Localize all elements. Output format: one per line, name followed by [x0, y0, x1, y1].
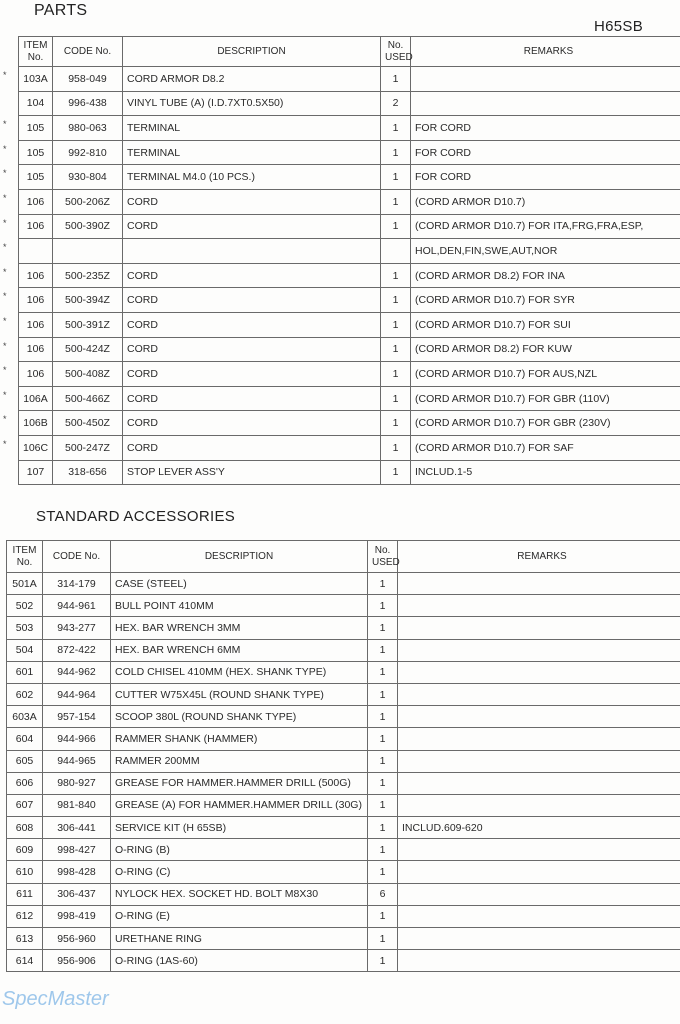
cell-remarks: (CORD ARMOR D10.7) FOR GBR (110V)	[411, 386, 680, 411]
revision-star: *	[3, 291, 7, 302]
cell-item: 603A	[7, 706, 43, 728]
cell-used: 1	[368, 794, 398, 816]
table-row	[19, 411, 680, 436]
cell-remarks	[398, 750, 680, 772]
cell-used: 6	[368, 883, 398, 905]
cell-desc	[123, 239, 381, 264]
header-row	[7, 541, 680, 573]
revision-star: *	[3, 70, 7, 80]
header-item: ITEM No.	[7, 541, 43, 573]
cell-desc: CORD	[123, 337, 381, 362]
cell-item: 504	[7, 639, 43, 661]
cell-code: 998-419	[43, 905, 111, 927]
cell-used: 1	[368, 950, 398, 972]
cell-desc: SERVICE KIT (H 65SB)	[111, 817, 368, 839]
cell-remarks: (CORD ARMOR D8.2) FOR KUW	[411, 337, 680, 362]
cell-remarks	[411, 67, 680, 92]
cell-used: 2	[381, 91, 411, 116]
cell-code: 958-049	[53, 67, 123, 92]
cell-used: 1	[381, 288, 411, 313]
cell-used: 1	[381, 411, 411, 436]
table-row	[19, 189, 680, 214]
cell-desc: CORD	[123, 312, 381, 337]
revision-star: *	[3, 217, 7, 228]
revision-star: *	[3, 414, 7, 425]
cell-used: 1	[368, 928, 398, 950]
watermark-logo: SpecMaster	[2, 988, 109, 1010]
cell-remarks	[398, 772, 680, 794]
cell-used: 1	[368, 683, 398, 705]
cell-code: 930-804	[53, 165, 123, 190]
table-row	[19, 435, 680, 460]
header-description: DESCRIPTION	[123, 37, 381, 67]
cell-used	[381, 239, 411, 264]
cell-code: 996-438	[53, 91, 123, 116]
header-used: No. USED	[368, 541, 398, 573]
cell-item: 501A	[7, 573, 43, 595]
table-row	[19, 116, 680, 141]
cell-code: 500-206Z	[53, 189, 123, 214]
cell-code: 992-810	[53, 140, 123, 165]
cell-item: 107	[19, 460, 53, 485]
cell-remarks	[398, 861, 680, 883]
cell-code: 872-422	[43, 639, 111, 661]
cell-item: 613	[7, 928, 43, 950]
cell-code: 500-235Z	[53, 263, 123, 288]
table-row	[19, 460, 680, 485]
cell-remarks	[398, 683, 680, 705]
cell-remarks	[398, 573, 680, 595]
header-code: CODE No.	[53, 37, 123, 67]
table-row	[19, 214, 680, 239]
cell-used: 1	[368, 905, 398, 927]
cell-item: 106	[19, 263, 53, 288]
cell-used: 1	[381, 362, 411, 387]
cell-code	[53, 239, 123, 264]
cell-desc: CORD	[123, 435, 381, 460]
table-row	[7, 617, 680, 639]
cell-code: 306-437	[43, 883, 111, 905]
cell-desc: CORD	[123, 362, 381, 387]
cell-item: 106	[19, 288, 53, 313]
cell-desc: TERMINAL	[123, 140, 381, 165]
revision-star: *	[3, 316, 7, 326]
cell-used: 1	[381, 67, 411, 92]
cell-remarks: (CORD ARMOR D10.7)	[411, 189, 680, 214]
cell-desc: CORD	[123, 214, 381, 239]
accessories-table	[6, 540, 680, 972]
cell-desc: O-RING (1AS-60)	[111, 950, 368, 972]
revision-star: *	[3, 193, 7, 203]
cell-desc: TERMINAL M4.0 (10 PCS.)	[123, 165, 381, 190]
cell-used: 1	[368, 839, 398, 861]
cell-used: 1	[381, 263, 411, 288]
cell-desc: BULL POINT 410MM	[111, 595, 368, 617]
table-row	[19, 165, 680, 190]
cell-code: 944-965	[43, 750, 111, 772]
cell-remarks: INCLUD.609-620	[398, 817, 680, 839]
cell-item: 607	[7, 794, 43, 816]
cell-remarks: HOL,DEN,FIN,SWE,AUT,NOR	[411, 239, 680, 264]
table-row	[7, 683, 680, 705]
cell-code: 981-840	[43, 794, 111, 816]
cell-item: 610	[7, 861, 43, 883]
cell-item	[19, 239, 53, 264]
cell-code: 500-424Z	[53, 337, 123, 362]
header-code: CODE No.	[43, 541, 111, 573]
revision-star: *	[3, 242, 7, 253]
cell-desc: NYLOCK HEX. SOCKET HD. BOLT M8X30	[111, 883, 368, 905]
cell-desc: RAMMER 200MM	[111, 750, 368, 772]
cell-remarks	[398, 839, 680, 861]
cell-used: 1	[368, 617, 398, 639]
cell-item: 604	[7, 728, 43, 750]
cell-code: 500-247Z	[53, 435, 123, 460]
cell-code: 944-964	[43, 683, 111, 705]
cell-remarks	[398, 595, 680, 617]
revision-star: *	[3, 389, 7, 400]
cell-remarks: (CORD ARMOR D8.2) FOR INA	[411, 263, 680, 288]
table-row	[19, 239, 680, 264]
cell-code: 306-441	[43, 817, 111, 839]
cell-used: 1	[381, 435, 411, 460]
cell-desc: HEX. BAR WRENCH 6MM	[111, 639, 368, 661]
cell-code: 998-427	[43, 839, 111, 861]
table-row	[7, 595, 680, 617]
cell-item: 106	[19, 189, 53, 214]
cell-desc: CORD	[123, 189, 381, 214]
cell-code: 500-391Z	[53, 312, 123, 337]
cell-item: 104	[19, 91, 53, 116]
cell-code: 944-962	[43, 661, 111, 683]
table-row	[7, 861, 680, 883]
cell-desc: CASE (STEEL)	[111, 573, 368, 595]
cell-used: 1	[381, 165, 411, 190]
cell-used: 1	[381, 386, 411, 411]
cell-remarks	[398, 661, 680, 683]
cell-remarks: (CORD ARMOR D10.7) FOR SUI	[411, 312, 680, 337]
cell-item: 105	[19, 140, 53, 165]
cell-used: 1	[368, 728, 398, 750]
table-row	[7, 839, 680, 861]
cell-desc: O-RING (B)	[111, 839, 368, 861]
cell-item: 105	[19, 165, 53, 190]
cell-item: 611	[7, 883, 43, 905]
cell-remarks: INCLUD.1-5	[411, 460, 680, 485]
revision-star: *	[3, 168, 7, 179]
cell-desc: HEX. BAR WRENCH 3MM	[111, 617, 368, 639]
cell-remarks: (CORD ARMOR D10.7) FOR AUS,NZL	[411, 362, 680, 387]
cell-item: 612	[7, 905, 43, 927]
parts-title: PARTS	[34, 2, 88, 19]
table-row	[19, 91, 680, 116]
header-description: DESCRIPTION	[111, 541, 368, 573]
header-item: ITEM No.	[19, 37, 53, 67]
table-row	[19, 263, 680, 288]
cell-code: 500-466Z	[53, 386, 123, 411]
cell-item: 106	[19, 362, 53, 387]
cell-code: 500-408Z	[53, 362, 123, 387]
table-row	[19, 337, 680, 362]
cell-remarks	[398, 883, 680, 905]
cell-desc: COLD CHISEL 410MM (HEX. SHANK TYPE)	[111, 661, 368, 683]
cell-item: 502	[7, 595, 43, 617]
table-row	[19, 312, 680, 337]
cell-used: 1	[368, 772, 398, 794]
cell-desc: URETHANE RING	[111, 928, 368, 950]
cell-used: 1	[368, 706, 398, 728]
cell-remarks: FOR CORD	[411, 116, 680, 141]
cell-desc: CORD	[123, 386, 381, 411]
cell-remarks	[398, 794, 680, 816]
cell-code: 980-063	[53, 116, 123, 141]
cell-code: 957-154	[43, 706, 111, 728]
header-used: No. USED	[381, 37, 411, 67]
cell-desc: O-RING (E)	[111, 905, 368, 927]
cell-item: 608	[7, 817, 43, 839]
revision-star: *	[3, 119, 7, 130]
header-remarks: REMARKS	[411, 37, 680, 67]
cell-item: 106B	[19, 411, 53, 436]
cell-desc: O-RING (C)	[111, 861, 368, 883]
cell-used: 1	[368, 750, 398, 772]
table-row	[7, 661, 680, 683]
cell-used: 1	[381, 116, 411, 141]
table-row	[19, 288, 680, 313]
cell-code: 500-450Z	[53, 411, 123, 436]
cell-code: 980-927	[43, 772, 111, 794]
header-row	[19, 37, 680, 67]
table-row	[7, 573, 680, 595]
cell-used: 1	[368, 639, 398, 661]
cell-code: 500-394Z	[53, 288, 123, 313]
cell-used: 1	[368, 661, 398, 683]
revision-star: *	[3, 340, 7, 351]
cell-code: 944-966	[43, 728, 111, 750]
cell-item: 601	[7, 661, 43, 683]
cell-item: 106A	[19, 386, 53, 411]
cell-desc: TERMINAL	[123, 116, 381, 141]
cell-code: 500-390Z	[53, 214, 123, 239]
revision-star: *	[3, 266, 7, 277]
cell-remarks: (CORD ARMOR D10.7) FOR GBR (230V)	[411, 411, 680, 436]
cell-desc: CORD	[123, 411, 381, 436]
revision-star: *	[3, 439, 7, 449]
cell-item: 605	[7, 750, 43, 772]
cell-used: 1	[381, 214, 411, 239]
table-row	[19, 140, 680, 165]
cell-remarks	[398, 950, 680, 972]
cell-remarks	[398, 728, 680, 750]
cell-remarks	[398, 928, 680, 950]
cell-remarks: FOR CORD	[411, 165, 680, 190]
cell-item: 106	[19, 312, 53, 337]
cell-item: 106	[19, 337, 53, 362]
cell-desc: STOP LEVER ASS'Y	[123, 460, 381, 485]
cell-code: 944-961	[43, 595, 111, 617]
cell-desc: CUTTER W75X45L (ROUND SHANK TYPE)	[111, 683, 368, 705]
cell-code: 318-656	[53, 460, 123, 485]
cell-code: 998-428	[43, 861, 111, 883]
table-row	[19, 362, 680, 387]
table-row	[7, 728, 680, 750]
revision-star: *	[3, 143, 7, 154]
table-row	[7, 928, 680, 950]
cell-item: 606	[7, 772, 43, 794]
cell-remarks	[398, 905, 680, 927]
accessories-title: STANDARD ACCESSORIES	[36, 508, 236, 525]
revision-star: *	[3, 365, 7, 376]
table-row	[7, 905, 680, 927]
cell-remarks: (CORD ARMOR D10.7) FOR SYR	[411, 288, 680, 313]
cell-remarks: (CORD ARMOR D10.7) FOR ITA,FRG,FRA,ESP,	[411, 214, 680, 239]
cell-desc: GREASE FOR HAMMER.HAMMER DRILL (500G)	[111, 772, 368, 794]
table-row	[7, 706, 680, 728]
cell-used: 1	[368, 861, 398, 883]
header-remarks: REMARKS	[398, 541, 680, 573]
cell-used: 1	[381, 140, 411, 165]
table-row	[19, 386, 680, 411]
cell-desc: CORD	[123, 263, 381, 288]
cell-item: 503	[7, 617, 43, 639]
cell-used: 1	[381, 189, 411, 214]
cell-item: 614	[7, 950, 43, 972]
cell-code: 943-277	[43, 617, 111, 639]
table-row	[7, 950, 680, 972]
cell-code: 314-179	[43, 573, 111, 595]
cell-item: 106C	[19, 435, 53, 460]
table-row	[19, 67, 680, 92]
cell-remarks	[398, 639, 680, 661]
table-row	[7, 639, 680, 661]
cell-used: 1	[381, 460, 411, 485]
cell-code: 956-960	[43, 928, 111, 950]
table-row	[7, 817, 680, 839]
cell-item: 103A	[19, 67, 53, 92]
cell-used: 1	[381, 337, 411, 362]
cell-used: 1	[368, 817, 398, 839]
cell-used: 1	[381, 312, 411, 337]
cell-desc: SCOOP 380L (ROUND SHANK TYPE)	[111, 706, 368, 728]
cell-desc: RAMMER SHANK (HAMMER)	[111, 728, 368, 750]
cell-remarks	[398, 617, 680, 639]
cell-remarks	[411, 91, 680, 116]
table-row	[7, 883, 680, 905]
table-row	[7, 794, 680, 816]
cell-used: 1	[368, 595, 398, 617]
cell-desc: CORD	[123, 288, 381, 313]
cell-item: 602	[7, 683, 43, 705]
table-row	[7, 772, 680, 794]
cell-remarks	[398, 706, 680, 728]
cell-item: 609	[7, 839, 43, 861]
model-number: H65SB	[594, 18, 644, 35]
cell-used: 1	[368, 573, 398, 595]
cell-desc: GREASE (A) FOR HAMMER.HAMMER DRILL (30G)	[111, 794, 368, 816]
cell-desc: VINYL TUBE (A) (I.D.7XT0.5X50)	[123, 91, 381, 116]
cell-remarks: (CORD ARMOR D10.7) FOR SAF	[411, 435, 680, 460]
cell-remarks: FOR CORD	[411, 140, 680, 165]
cell-code: 956-906	[43, 950, 111, 972]
cell-desc: CORD ARMOR D8.2	[123, 67, 381, 92]
cell-item: 106	[19, 214, 53, 239]
parts-table	[18, 36, 680, 485]
cell-item: 105	[19, 116, 53, 141]
table-row	[7, 750, 680, 772]
